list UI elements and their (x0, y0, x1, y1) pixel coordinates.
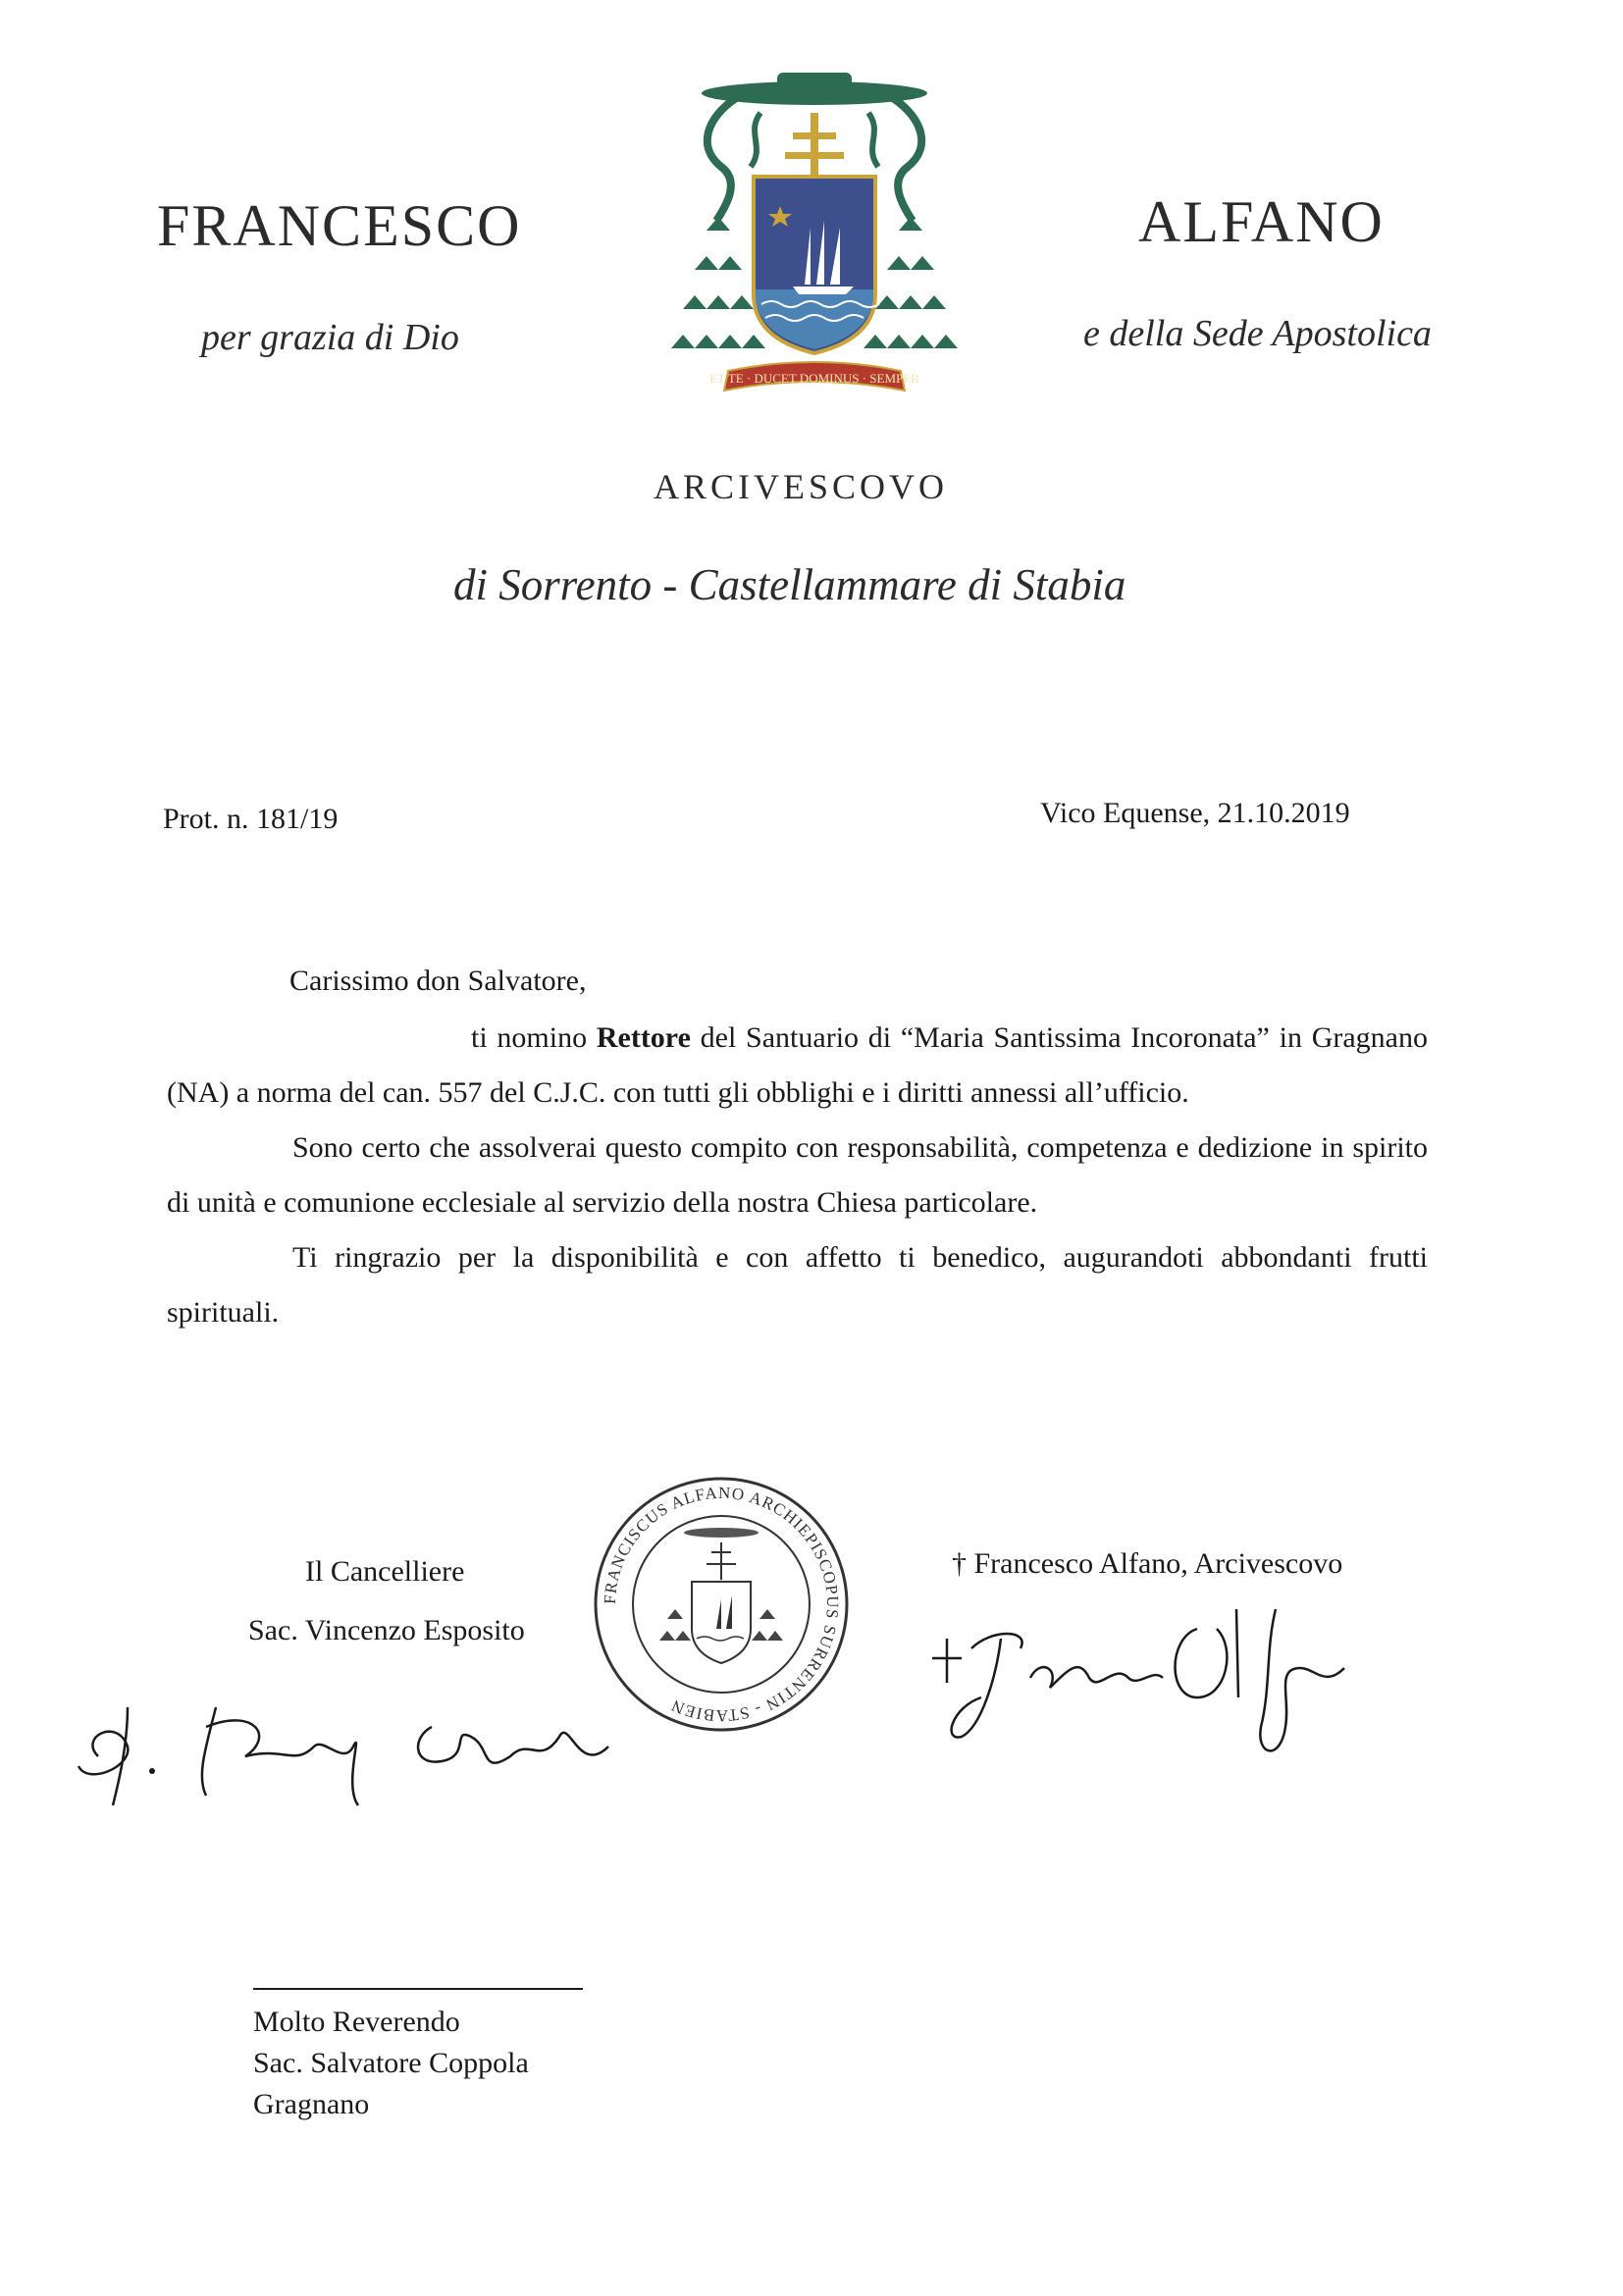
coat-of-arms-emblem (667, 59, 962, 402)
letter-paragraph-1 (167, 1011, 1428, 1121)
place-date: Vico Equense, 21.10.2019 (1040, 797, 1350, 829)
role-rettore: Rettore (596, 1021, 691, 1054)
letter-paragraph-3: Ti ringrazio per la disponibilità e con affetto ti benedico, augurandoti abbondanti frutti spirituali. (167, 1241, 1428, 1329)
svg-text:FRANCISCUS ALFANO ARCHIEPISCOP: FRANCISCUS ALFANO ARCHIEPISCOPUS SURRENTIN - STABIEN (600, 1483, 843, 1726)
recipient-salutation: Molto Reverendo (253, 2006, 460, 2038)
chancellor-handwritten-signature (59, 1668, 648, 1825)
svg-text:ET TE · DUCET DOMINUS · SEMPER: ET TE · DUCET DOMINUS · SEMPER (709, 371, 919, 386)
letterhead-left-subtitle: per grazia di Dio (201, 317, 459, 358)
letterhead-right-subtitle: e della Sede Apostolica (1083, 313, 1432, 354)
letter-paragraph-2: Sono certo che assolverai questo compito con responsabilità, competenza e dedizione in spirito di unità e comunione ecclesiale al servizio della nostra Chiesa particolare. (167, 1131, 1428, 1219)
recipient-location: Gragnano (253, 2088, 370, 2120)
chancellor-role: Il Cancelliere (305, 1555, 465, 1588)
p1-after: del Santuario di “Maria Santissima Incoronata” in Gragnano (NA) a norma del can. 557 del C.J.C. con tutti gli obblighi e i diritti annessi all’ufficio. (167, 1021, 1428, 1109)
letterhead-first-name: FRANCESCO (157, 193, 522, 258)
recipient-separator-line (253, 1988, 583, 1990)
letterhead-last-name: ALFANO (1138, 189, 1385, 254)
letterhead-title: ARCIVESCOVO (654, 467, 949, 506)
p1-before: ti nomino (471, 1021, 597, 1054)
letterhead-diocese: di Sorrento - Castellammare di Stabia (453, 560, 1126, 609)
letter-body (167, 1011, 1428, 1340)
archbishop-signature-line: † Francesco Alfano, Arcivescovo (952, 1547, 1343, 1580)
recipient-name: Sac. Salvatore Coppola (253, 2047, 529, 2079)
chancellor-name: Sac. Vincenzo Esposito (248, 1614, 525, 1646)
protocol-number: Prot. n. 181/19 (163, 803, 339, 835)
archbishop-handwritten-signature (922, 1570, 1374, 1786)
salutation: Carissimo don Salvatore, (289, 965, 587, 997)
